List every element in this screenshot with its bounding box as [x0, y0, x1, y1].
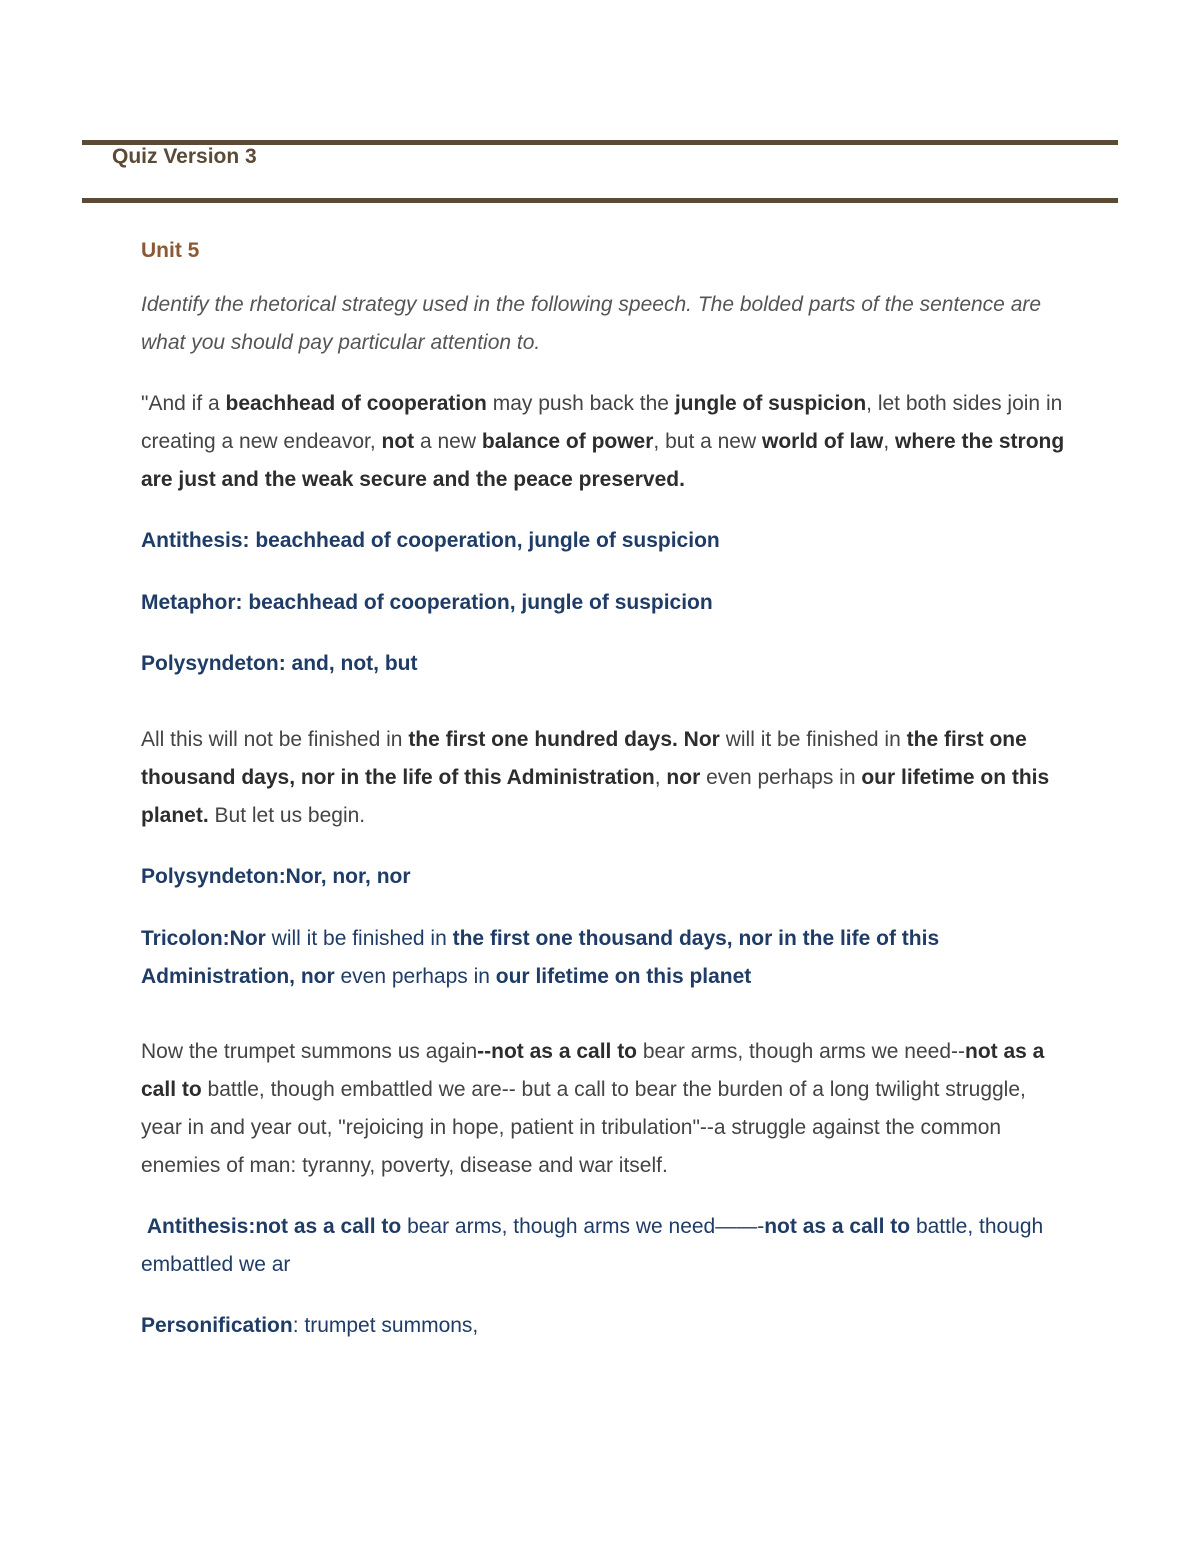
answer-polysyndeton-1: Polysyndeton: and, not, but	[141, 652, 418, 675]
answer-polysyndeton-2: Polysyndeton:Nor, nor, nor	[141, 865, 411, 888]
answer-tricolon: Tricolon:Nor will it be finished in the first one thousand days, nor in the life of this Administration, nor even perhaps in our lifetime on this planet	[141, 927, 940, 988]
speech-passage-3: Now the trumpet summons us again--not as a call to bear arms, though arms we need--not as a call to battle, though embattled we are-- but a call to bear the burden of a long twilight struggle, year in and year out, "rejoicing in hope, patient in tribulation"--a struggle against the common enemies of man: tyranny, poverty, disease and war itself.	[141, 1040, 1045, 1177]
answer-antithesis-2: Antithesis:not as a call to bear arms, though arms we need——-not as a call to battle, though embattled we ar	[141, 1215, 1050, 1276]
speech-passage-1: "And if a beachhead of cooperation may push back the jungle of suspicion, let both sides join in creating a new endeavor, not a new balance of power, but a new world of law, where the strong are just and the weak secure and the peace preserved.	[141, 392, 1065, 491]
document-title: Quiz Version 3	[112, 145, 257, 168]
answer-metaphor: Metaphor: beachhead of cooperation, jungle of suspicion	[141, 591, 713, 614]
speech-passage-2: All this will not be finished in the first one hundred days. Nor will it be finished in the first one thousand days, nor in the life of this Administration, nor even perhaps in our lifetime on this planet. But let us begin.	[141, 728, 1050, 827]
header-rule-bottom	[82, 198, 1118, 203]
answer-antithesis-1: Antithesis: beachhead of cooperation, jungle of suspicion	[141, 529, 720, 552]
instructions-text: Identify the rhetorical strategy used in the following speech. The bolded parts of the sentence are what you should pay particular attention to.	[141, 293, 1042, 354]
unit-heading: Unit 5	[141, 239, 200, 262]
answer-personification: Personification: trumpet summons,	[141, 1314, 479, 1337]
